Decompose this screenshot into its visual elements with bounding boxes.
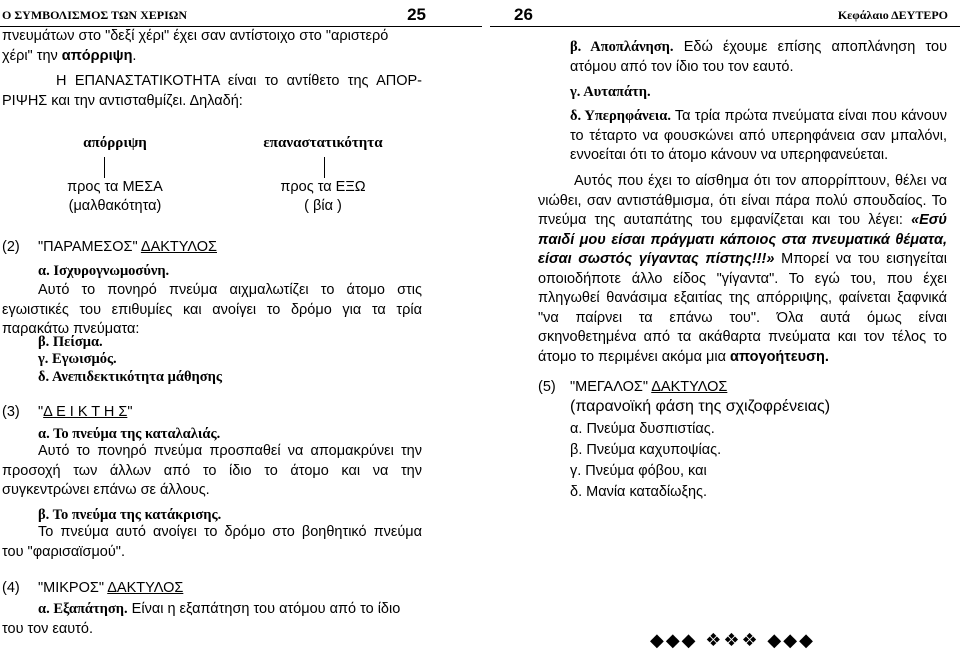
page-number: 26 bbox=[514, 5, 533, 24]
item-text: Αυτό το πονηρό πνεύμα αιχμαλωτίζει το άτομο στις εγωιστικές του επιθυμίες και ανοίγει το δρόμο για τα τρία παρακάτω πνεύματα: bbox=[2, 282, 422, 337]
section-heading: "ΠΑΡΑΜΕΣΟΣ" ΔΑΚΤΥΛΟΣ bbox=[38, 239, 217, 255]
diagram-connector-left bbox=[104, 157, 105, 178]
section-number: (3) bbox=[2, 404, 20, 420]
item-heading: β. Το πνεύμα της κατάκρισης. bbox=[38, 507, 222, 523]
section-number: (5) bbox=[538, 379, 556, 395]
item-heading: α. Ισχυρογνωμοσύνη. bbox=[38, 263, 170, 279]
page-number: 25 bbox=[407, 5, 426, 24]
list-item: β. Πνεύμα καχυποψίας. bbox=[570, 442, 722, 458]
section-subtitle: (παρανοϊκή φάση της σχιζοφρένειας) bbox=[570, 398, 831, 415]
item-heading: γ. Εγωισμός. bbox=[38, 351, 117, 367]
diagram-connector-right bbox=[324, 157, 325, 178]
diagram-right-note: ( βία ) bbox=[304, 198, 342, 214]
section-heading: "Δ Ε Ι Κ Τ Η Σ" bbox=[38, 404, 133, 420]
right-page-header bbox=[490, 0, 960, 27]
item-text: β. Αποπλάνηση. Εδώ έχουμε επίσης αποπλάνηση του ατόμου από τον ίδιο του τον εαυτό. bbox=[570, 39, 947, 75]
item-heading: γ. Αυταπάτη. bbox=[570, 84, 651, 100]
diagram-left-note: (μαλθακότητα) bbox=[68, 198, 162, 214]
section-heading: "ΜΙΚΡΟΣ" ΔΑΚΤΥΛΟΣ bbox=[38, 580, 184, 596]
paragraph-antithesis: Η ΕΠΑΝΑΣΤΑΤΙΚΟΤΗΤΑ είναι το αντίθετο της ΑΠΟΡ-ΡΙΨΗΣ και την αντισταθμίζει. Δηλαδή: bbox=[2, 73, 422, 109]
list-item: γ. Πνεύμα φόβου, και bbox=[570, 463, 707, 479]
section-number: (2) bbox=[2, 239, 20, 255]
running-title: Ο ΣΥΜΒΟΛΙΣΜΟΣ ΤΩΝ ΧΕΡΙΩΝ bbox=[2, 8, 188, 22]
item-text: α. Εξαπάτηση. Είναι η εξαπάτηση του ατόμου από το ίδιο του τον εαυτό. bbox=[2, 601, 401, 637]
section-number: (4) bbox=[2, 580, 20, 596]
section-heading: "ΜΕΓΑΛΟΣ" ΔΑΚΤΥΛΟΣ bbox=[570, 379, 728, 395]
item-heading: δ. Ανεπιδεκτικότητα μάθησης bbox=[38, 369, 222, 385]
item-text: Αυτό το πονηρό πνεύμα προσπαθεί να απομακρύνει την προσοχή των άλλων από το ίδιο το άτομο και να την συγκεντρώνει επάνω σε άλλους. bbox=[2, 443, 422, 498]
item-text: Το πνεύμα αυτό ανοίγει το δρόμο στο βοηθητικό πνεύμα του "φαρισαϊσμού". bbox=[2, 524, 422, 560]
diagram-right-term: επαναστατικότητα bbox=[263, 135, 383, 151]
ornament-divider: ◆◆◆ ❖❖❖ ◆◆◆ bbox=[650, 630, 815, 651]
item-heading: β. Πείσμα. bbox=[38, 334, 103, 350]
diagram-right-direction: προς τα ΕΞΩ bbox=[280, 179, 366, 195]
list-item: α. Πνεύμα δυσπιστίας. bbox=[570, 421, 715, 437]
left-page-header bbox=[0, 0, 482, 27]
item-heading: α. Το πνεύμα της καταλαλιάς. bbox=[38, 426, 221, 442]
paragraph-self-deception: Αυτός που έχει το αίσθημα ότι τον απορρίπτουν, θέλει να νιώθει, σαν αντιστάθμισμα, ότι είναι πάρα πολύ σπουδαίος. Το πνεύμα της αυταπάτης του εμφανίζεται και του λέγει: «Εσύ παιδί μου είσαι πράγματι κάποιος στα πνευματικά θέματα, είσαι σωστός γίγαντας πίστης!!!» Μπορεί να του εισηγείται οποιοδήποτε άλλο είδος "γίγαντα". Το εγώ του, που έχει πληγωθεί θανάσιμα εξαιτίας της απόρριψης, φαίνεται ξαφνικά "να παίρνει τα επάνω του". Όλα αυτά όμως είναι σκηνοθετημένα από τα ακάθαρτα πνεύματα και τον τέλος το άτομο το περιμένει ακόμα μια απογοήτευση. bbox=[538, 173, 947, 365]
diagram-left-direction: προς τα ΜΕΣΑ bbox=[67, 179, 163, 195]
right-page bbox=[490, 0, 960, 658]
item-text: δ. Υπερηφάνεια. Τα τρία πρώτα πνεύματα είναι που κάνουν το τέταρτο να φουσκώνει από υπερηφάνεια σαν μπαλόνι, εννοείται ότι το άτομο κάνουν να υπερηφανεύεται. bbox=[570, 108, 947, 163]
list-item: δ. Μανία καταδίωξης. bbox=[570, 484, 708, 500]
intro-text: πνευμάτων στο "δεξί χέρι" έχει σαν αντίστοιχο στο "αριστερό χέρι" την απόρριψη. bbox=[2, 28, 389, 64]
chapter-title: Κεφάλαιο ΔΕΥΤΕΡΟ bbox=[837, 8, 948, 22]
diagram-left-term: απόρριψη bbox=[83, 135, 147, 151]
